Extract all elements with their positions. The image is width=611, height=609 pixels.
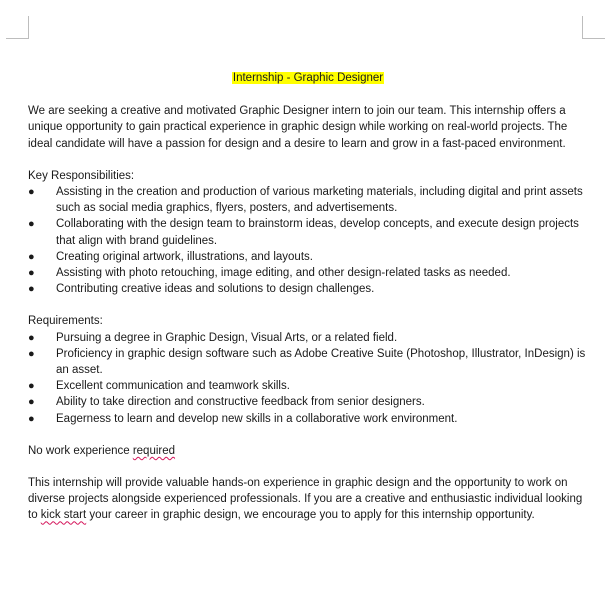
list-item: [28, 411, 588, 427]
list-item-text: Assisting in the creation and production of various marketing materials, including digital and print assets such as social media graphics, flyers, posters, and advertisements.: [56, 186, 583, 215]
list-item-text: Proficiency in graphic design software such as Adobe Creative Suite (Photoshop, Illustrator, InDesign) is an asset.: [56, 347, 586, 377]
spellcheck-flagged-word[interactable]: required: [132, 444, 176, 457]
list-item-text: Pursuing a degree in Graphic Design, Visual Arts, or a related field.: [56, 331, 398, 344]
list-item-text: Eagerness to learn and develop new skills in a collaborative work environment.: [56, 412, 458, 425]
list-item-text: Collaborating with the design team to brainstorm ideas, develop concepts, and execute design projects that align with brand guidelines.: [56, 218, 579, 247]
list-item-text: Contributing creative ideas and solutions to design challenges.: [56, 283, 375, 296]
bullet-icon: ●: [28, 186, 35, 199]
list-item: [28, 249, 588, 265]
list-item-text: Assisting with photo retouching, image editing, and other design-related tasks as needed.: [56, 267, 511, 280]
bullet-icon: ●: [28, 396, 35, 409]
bullet-icon: ●: [28, 218, 35, 231]
list-item-text: Ability to take direction and constructive feedback from senior designers.: [56, 396, 425, 409]
bullet-icon: ●: [28, 267, 35, 280]
spellcheck-flagged-phrase[interactable]: kick start: [40, 509, 87, 522]
document-page[interactable]: [28, 70, 588, 524]
requirements-heading: Requirements:: [28, 315, 103, 328]
list-item: [28, 346, 588, 378]
list-item: [28, 330, 588, 346]
closing-text-end: your career in graphic design, we encourage you to apply for this internship opportunity.: [86, 509, 535, 522]
bullet-icon: ●: [28, 380, 35, 393]
list-item-text: Creating original artwork, illustrations, and layouts.: [56, 250, 313, 263]
title-line: [28, 70, 588, 86]
responsibilities-section: [28, 168, 588, 298]
responsibilities-heading: Key Responsibilities:: [28, 169, 135, 182]
list-item: [28, 184, 588, 216]
list-item-text: Excellent communication and teamwork skills.: [56, 380, 290, 393]
closing-text-start: This internship will provide valuable hands-on experience in graphic design and the opportunity to work on diverse projects alongside experienced professionals. If you are a creative and enthusiastic individual looking to: [28, 477, 583, 522]
page-corner-mark-top-right: [582, 16, 605, 39]
bullet-icon: ●: [28, 283, 35, 296]
requirements-list: [28, 330, 588, 427]
list-item: [28, 394, 588, 410]
page-corner-mark-top-left: [6, 16, 29, 39]
document-title: Internship - Graphic Designer: [232, 72, 384, 84]
list-item: [28, 281, 588, 297]
bullet-icon: ●: [28, 347, 35, 360]
bullet-icon: ●: [28, 250, 35, 263]
requirements-section: [28, 313, 588, 426]
bullet-icon: ●: [28, 331, 35, 344]
bullet-icon: ●: [28, 412, 35, 425]
closing-paragraph: [28, 475, 588, 524]
list-item: [28, 216, 588, 248]
list-item: [28, 378, 588, 394]
experience-line: [28, 443, 588, 459]
list-item: [28, 265, 588, 281]
responsibilities-list: [28, 184, 588, 297]
experience-text: No work experience: [28, 444, 133, 457]
intro-paragraph: We are seeking a creative and motivated Graphic Designer intern to join our team. This internship offers a unique opportunity to gain practical experience in graphic design while working on real-world projects. The ideal candidate will have a passion for design and a desire to learn and grow in a fast-paced environment.: [28, 105, 568, 150]
